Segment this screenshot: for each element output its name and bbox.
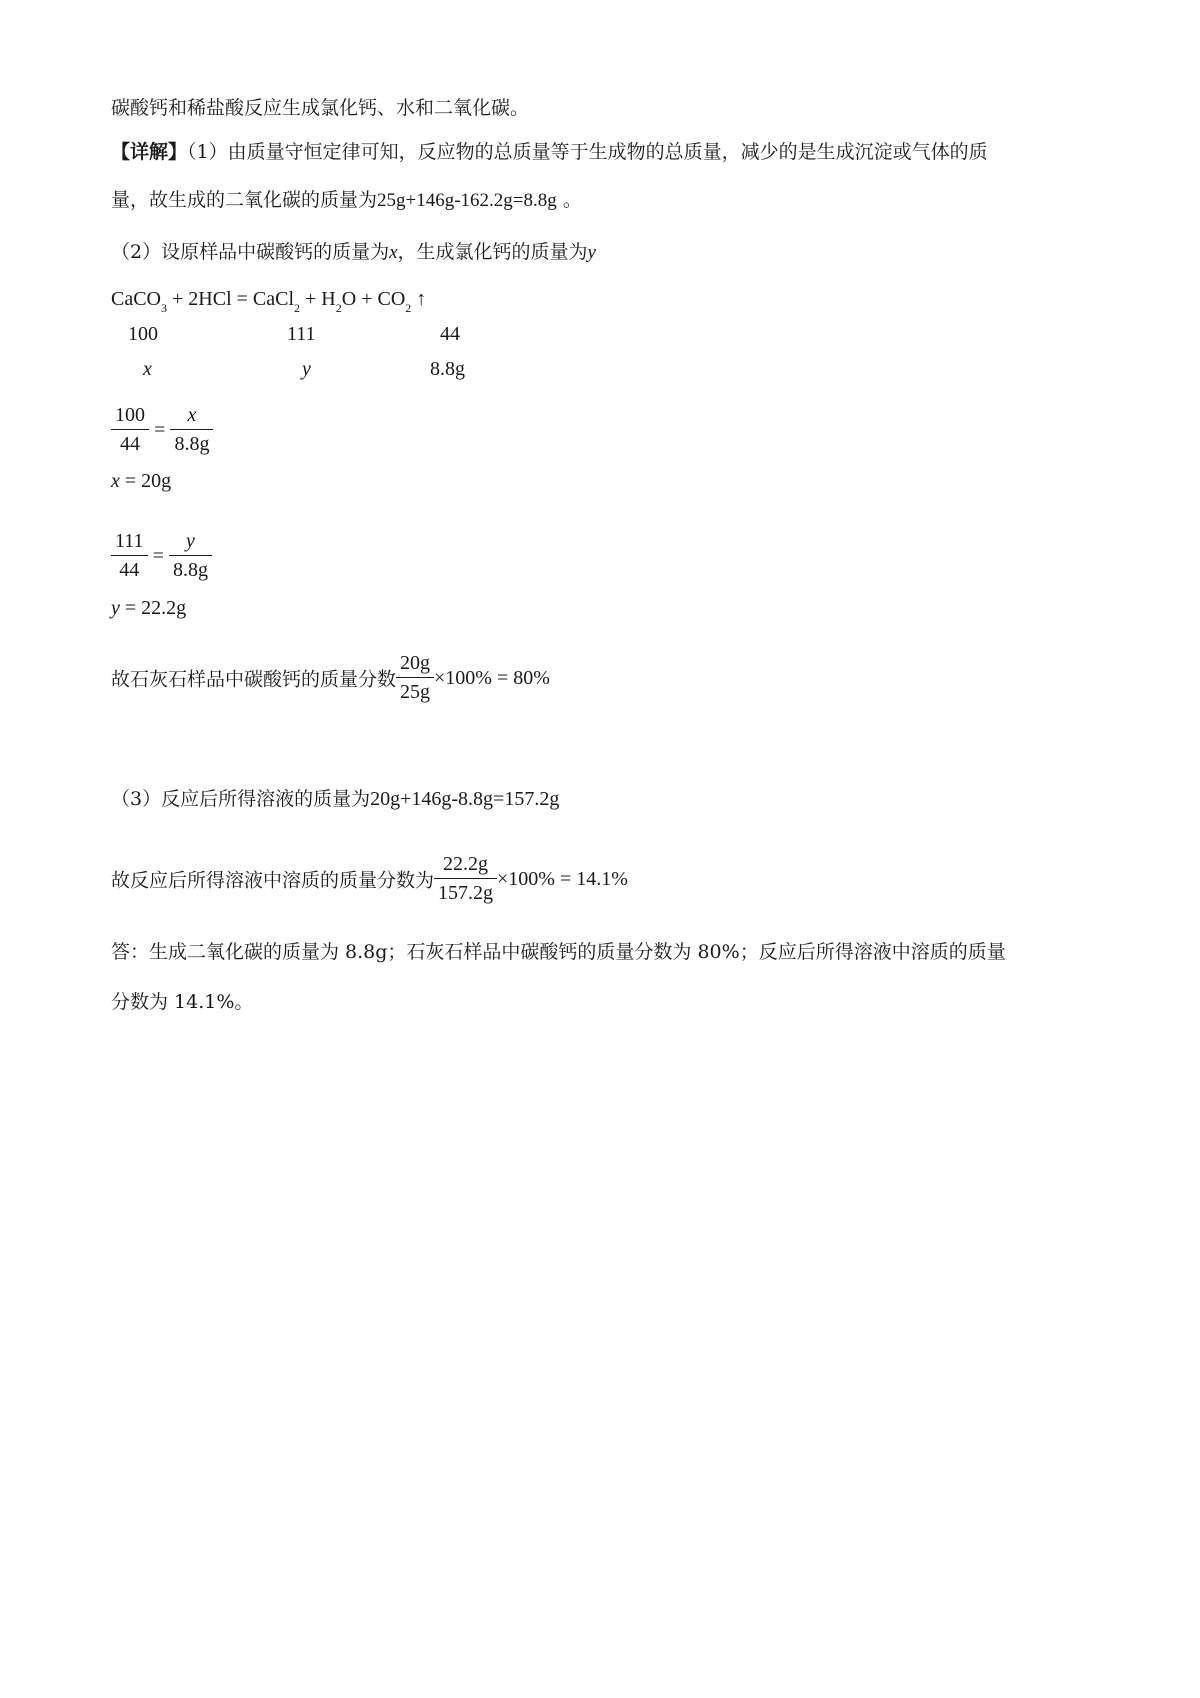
caco3-percentage-result: ×100% = 80% [434,666,550,689]
solute-fraction-den: 157.2g [438,882,494,904]
eq-sub-2c: 2 [405,301,412,315]
eq-part-1: + 2HCl = CaCl [167,288,295,310]
answer-line-1: 答：生成二氧化碳的质量为 8.8g；石灰石样品中碳酸钙的质量分数为 80%；反应后所得溶液中溶质的质量 [111,941,1006,963]
solution-mass-text: （3）反应后所得溶液的质量为 [111,788,371,810]
eq-caco3: CaCO [111,288,161,310]
molar-mass-co2: 44 [440,323,460,345]
unknown-y: y [302,358,311,380]
solute-percentage-result: ×100% = 14.1% [497,867,628,890]
text-line-4-body: （2）设原样品中碳酸钙的质量为 [111,241,390,263]
proportion-1 [111,404,213,456]
eq-sub-2b: 2 [335,301,342,315]
molar-mass-caco3: 100 [128,323,158,345]
chemical-equation [111,288,427,315]
detail-tag: 【详解】 [111,141,188,163]
text-line-2-body: （1）由质量守恒定律可知，反应物的总质量等于生成物的总质量，减少的是生成沉淀或气体的质 [187,141,988,163]
var-x: x [389,242,398,263]
caco3-percentage-line [111,652,550,704]
caco3-fraction-den: 25g [400,681,431,703]
unknown-x: x [143,358,152,380]
caco3-fraction [396,652,434,704]
text-line-2 [111,140,988,164]
ratio-right-2-den: 8.8g [172,559,208,581]
text-line-1: 碳酸钙和稀盐酸反应生成氯化钙、水和二氧化碳。 [111,97,530,119]
text-line-3 [111,188,582,213]
text-line-solution-mass [111,787,559,811]
ratio-left-2-num: 111 [111,530,148,556]
ratio-left-1 [111,404,149,456]
molar-mass-cacl2: 111 [287,323,316,345]
solute-fraction [434,853,497,905]
text-line-3-body: 量，故生成的二氧化碳的质量为 [111,189,378,211]
equals-sign: = [152,544,164,567]
solute-percentage-text: 故反应后所得溶液中溶质的质量分数为 [111,869,435,892]
caco3-fraction-num: 20g [396,652,434,678]
gas-arrow-icon: ↑ [411,288,427,310]
caco3-percentage-text: 故石灰石样品中碳酸钙的质量分数 [111,668,397,691]
eq-part-3: O + CO [341,288,406,310]
eq-part-2: + H [300,288,336,310]
eq-sub-3: 3 [161,301,167,315]
ratio-right-1-num: x [170,404,213,430]
solute-fraction-num: 22.2g [434,853,497,879]
ratio-right-1 [170,404,213,456]
ratio-left-2-den: 44 [119,559,140,581]
answer-line-2: 分数为 14.1%。 [111,991,254,1013]
ratio-right-2-num: y [169,530,212,556]
text-line-4-mid: ，生成氯化钙的质量为 [397,241,588,263]
co2-mass-expression: 25g+146g-162.2g=8.8g [377,190,557,211]
proportion-2 [111,530,212,582]
ratio-left-1-num: 100 [111,404,149,430]
known-co2-mass: 8.8g [430,358,465,380]
ratio-right-1-den: 8.8g [174,433,210,455]
equals-sign: = [154,418,166,441]
solute-percentage-line [111,853,628,905]
ratio-right-2 [169,530,212,582]
eq-sub-2a: 2 [294,301,301,315]
var-y: y [587,242,596,263]
solution-mass-expression: 20g+146g-8.8g=157.2g [370,788,560,810]
result-x: x = 20g [111,470,172,492]
text-line-4 [111,240,596,265]
ratio-left-2 [111,530,148,582]
text-line-3-end: 。 [556,189,582,211]
result-y: y = 22.2g [111,597,187,619]
ratio-left-1-den: 44 [120,433,140,455]
